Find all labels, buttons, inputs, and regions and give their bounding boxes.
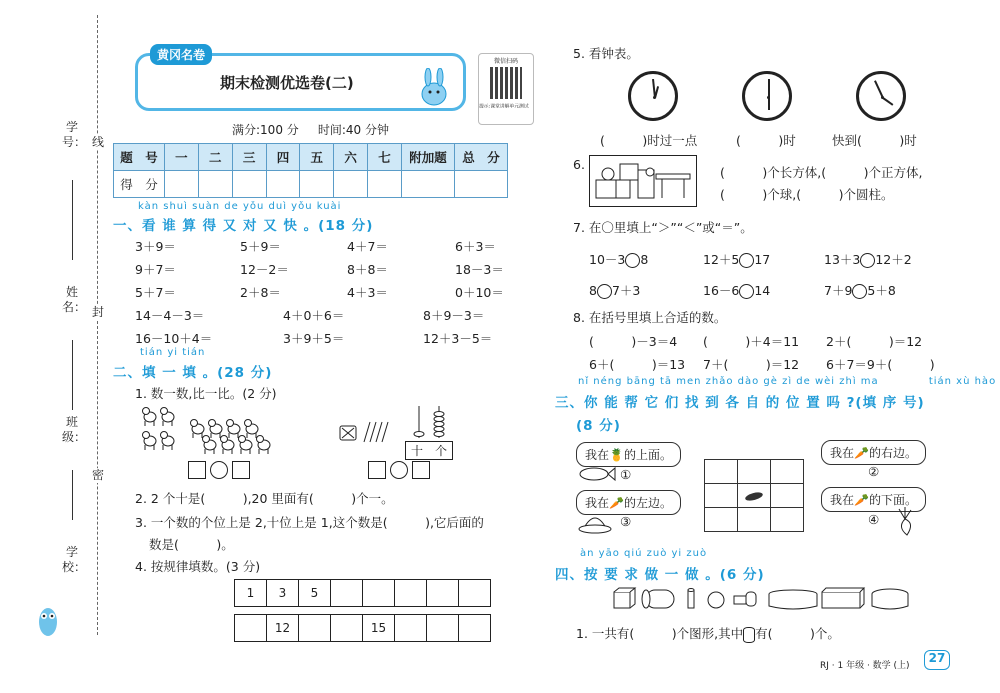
- q8-blank[interactable]: ( )＋4＝11: [703, 334, 800, 349]
- compare-circle[interactable]: [860, 253, 875, 268]
- problem: 3＋9＋5＝: [283, 331, 345, 346]
- problem: 16－10＋4＝: [135, 331, 213, 346]
- clock-icon: [742, 71, 792, 121]
- abacus-label: 十 个: [405, 441, 453, 460]
- s1-title: 一、看 谁 算 得 又 对 又 快 。(18 分): [113, 218, 374, 234]
- clock-answer-2[interactable]: ( )时: [736, 133, 796, 148]
- seq-input-cell[interactable]: [395, 615, 427, 642]
- class-line[interactable]: [72, 470, 73, 520]
- q7-left: 12＋5: [703, 252, 740, 267]
- problem: 0＋10＝: [455, 285, 504, 300]
- s4-pinyin: àn yāo qiú zuò yi zuò: [580, 548, 708, 559]
- seq-input-cell[interactable]: [459, 580, 491, 607]
- problem: 4＋7＝: [347, 239, 388, 254]
- radish-icon: [893, 507, 917, 540]
- problem: 12－2＝: [240, 262, 289, 277]
- score-header-cell: 五: [300, 144, 334, 171]
- clock-icon: [856, 71, 906, 121]
- qr-box: [478, 53, 534, 125]
- brand-logo: 黄冈名卷: [150, 44, 212, 65]
- compare-circle[interactable]: [739, 284, 754, 299]
- seq-input-cell[interactable]: [427, 615, 459, 642]
- q8-blank[interactable]: ( )－3＝4: [589, 334, 678, 349]
- score-input-cell[interactable]: [455, 171, 508, 198]
- seal-char-xian: 线: [88, 135, 108, 150]
- q7-row2c: [824, 281, 896, 299]
- compare-boxes-1[interactable]: [188, 461, 250, 479]
- s4-q1[interactable]: 1. 一共有( )个图形,其中 有( )个。: [576, 626, 840, 641]
- speech-bubble-2: 我在🥕的右边。: [821, 440, 926, 465]
- footer-text: RJ · 1 年级 · 数学 (上): [820, 661, 910, 671]
- s2-q3b: 数是( )。: [149, 537, 234, 552]
- score-input-cell[interactable]: [232, 171, 266, 198]
- s2-q2: 2. 2 个十是( ),20 里面有( )个一。: [135, 491, 394, 506]
- answer-num-3[interactable]: ③: [620, 514, 632, 529]
- score-header-cell: 四: [266, 144, 300, 171]
- score-table: [113, 143, 508, 198]
- class-label: 班 级：: [62, 415, 87, 444]
- q8-blank[interactable]: 6＋7＝9＋( ): [826, 357, 935, 372]
- cylinder-icon: [743, 627, 755, 643]
- speech-bubble-1: 我在🍍的上面。: [576, 442, 681, 467]
- seq-input-cell[interactable]: [395, 580, 427, 607]
- q8-blank[interactable]: 6＋( )＝13: [589, 357, 686, 372]
- seq-cell: 5: [299, 580, 331, 607]
- qr-bottom-label: 提示:课堂讲解单元测试: [479, 103, 529, 110]
- q8-blank[interactable]: 2＋( )＝12: [826, 334, 923, 349]
- dogs-picture: [140, 405, 280, 460]
- score-row-label: 得 分: [114, 171, 165, 198]
- binding-dashed-line: [97, 15, 98, 635]
- seq-cell: 1: [235, 580, 267, 607]
- s3-title: 三、你 能 帮 它 们 找 到 各 自 的 位 置 吗 ?(填 序 号): [555, 395, 925, 411]
- compare-circle[interactable]: [597, 284, 612, 299]
- s2-q3a: 3. 一个数的个位上是 2,十位上是 1,这个数是( ),它后面的: [135, 515, 484, 530]
- q7-left: 8: [589, 283, 597, 298]
- hat-icon: [578, 512, 612, 537]
- problem: 4＋3＝: [347, 285, 388, 300]
- q7-left: 13＋3: [824, 252, 861, 267]
- q7-right: 7＋3: [611, 283, 641, 298]
- clock-answer-3[interactable]: 快到( )时: [832, 133, 917, 148]
- speech-bubble-4: 我在🥕的下面。: [821, 487, 926, 512]
- s1-problems: [135, 237, 515, 352]
- q7-row1b: [703, 250, 770, 268]
- speech-bubble-3: 我在🥕的左边。: [576, 490, 681, 515]
- seq-input-cell[interactable]: [331, 580, 363, 607]
- s1-pinyin: kàn shuì suàn de yǒu duì yǒu kuài: [138, 201, 342, 212]
- seq-cell: 15: [363, 615, 395, 642]
- q8-blank[interactable]: 7＋( )＝12: [703, 357, 800, 372]
- score-input-cell[interactable]: [165, 171, 199, 198]
- score-header-cell: 二: [198, 144, 232, 171]
- clock-answer-1[interactable]: ( )时过一点: [600, 133, 698, 148]
- student-id-label: 学 号：: [62, 120, 87, 149]
- page-number: 27: [924, 650, 950, 670]
- position-grid: [704, 459, 804, 532]
- score-header-cell: 一: [165, 144, 199, 171]
- seq-input-cell[interactable]: [235, 615, 267, 642]
- q7-row1c: [824, 250, 912, 268]
- s2-title: 二、填 一 填 。(28 分): [113, 365, 273, 381]
- q5-title: 5. 看钟表。: [573, 46, 639, 61]
- score-input-cell[interactable]: [334, 171, 368, 198]
- page-title: 期末检测优选卷(二): [220, 74, 354, 92]
- compare-circle[interactable]: [852, 284, 867, 299]
- problem: 6＋3＝: [455, 239, 496, 254]
- sequence-1: [234, 579, 491, 607]
- answer-num-1[interactable]: ①: [620, 467, 632, 482]
- score-input-cell[interactable]: [368, 171, 402, 198]
- compare-circle[interactable]: [739, 253, 754, 268]
- problem: 8＋9－3＝: [423, 308, 485, 323]
- seal-char-feng: 封: [88, 305, 108, 320]
- fish-icon: [576, 466, 616, 485]
- q7-right: 5＋8: [867, 283, 896, 298]
- seq-input-cell[interactable]: [363, 580, 395, 607]
- carrot-icon: 🥕: [609, 496, 624, 510]
- problem: 4＋0＋6＝: [283, 308, 345, 323]
- seq-cell: 12: [267, 615, 299, 642]
- rabbit-icon: [410, 68, 458, 111]
- answer-num-2[interactable]: ②: [868, 464, 880, 479]
- q7-row1: [589, 250, 648, 268]
- score-header-cell: 题 号: [114, 144, 165, 171]
- q7-row2b: [703, 281, 770, 299]
- compare-circle[interactable]: [625, 253, 640, 268]
- sequence-2: [234, 614, 491, 642]
- seq-input-cell[interactable]: [299, 615, 331, 642]
- score-input-cell[interactable]: [300, 171, 334, 198]
- s4-title: 四、按 要 求 做 一 做 。(6 分): [555, 567, 765, 583]
- qr-top-label: 微信扫码: [493, 58, 518, 65]
- seal-char-mi: 密: [88, 468, 108, 483]
- q7-left: 7＋9: [824, 283, 853, 298]
- score-input-cell[interactable]: [402, 171, 455, 198]
- exam-info: 满分:100 分 时间:40 分钟: [232, 123, 389, 137]
- qr-code-icon[interactable]: [490, 67, 522, 99]
- student-id-line[interactable]: [72, 180, 73, 260]
- score-header-cell: 附加题: [402, 144, 455, 171]
- name-label: 姓 名：: [62, 285, 87, 314]
- q6-line1[interactable]: ( )个长方体,( )个正方体,: [720, 165, 923, 180]
- problem: 5＋7＝: [135, 285, 176, 300]
- fruit-icon: 🍍: [609, 448, 624, 462]
- shapes-row: [612, 586, 912, 617]
- q7-right: 14: [754, 283, 771, 298]
- carrot-icon: 🥕: [854, 493, 869, 507]
- score-header-cell: 六: [334, 144, 368, 171]
- score-header-cell: 七: [368, 144, 402, 171]
- q7-title: 7. 在〇里填上“＞”“＜”或“＝”。: [573, 220, 753, 235]
- seq-input-cell[interactable]: [459, 615, 491, 642]
- problem: 5＋9＝: [240, 239, 281, 254]
- q7-right: 17: [754, 252, 771, 267]
- sticks-picture: [338, 420, 398, 449]
- eggplant-icon: [744, 491, 763, 502]
- problem: 9＋7＝: [135, 262, 176, 277]
- s2-q1: 1. 数一数,比一比。(2 分): [135, 386, 277, 401]
- solids-picture: [589, 155, 697, 207]
- s2-q4: 4. 按规律填数。(3 分): [135, 559, 261, 574]
- seq-input-cell[interactable]: [427, 580, 459, 607]
- q7-row2: [589, 281, 640, 299]
- problem: 8＋8＝: [347, 262, 388, 277]
- seq-cell: 3: [267, 580, 299, 607]
- score-input-cell[interactable]: [198, 171, 232, 198]
- problem: 18－3＝: [455, 262, 504, 277]
- problem: 2＋8＝: [240, 285, 281, 300]
- problem: 14－4－3＝: [135, 308, 205, 323]
- problem: 3＋9＝: [135, 239, 176, 254]
- q7-left: 10－3: [589, 252, 626, 267]
- q6-line2[interactable]: ( )个球,( )个圆柱。: [720, 187, 894, 202]
- q7-right: 12＋2: [875, 252, 912, 267]
- score-header-cell: 三: [232, 144, 266, 171]
- name-line[interactable]: [72, 340, 73, 410]
- seq-input-cell[interactable]: [331, 615, 363, 642]
- s2-pinyin: tián yi tián: [140, 347, 206, 358]
- carrot-icon: 🥕: [854, 446, 869, 460]
- clock-icon: [628, 71, 678, 121]
- q7-right: 8: [640, 252, 649, 267]
- q7-left: 16－6: [703, 283, 740, 298]
- compare-boxes-2[interactable]: [368, 461, 430, 479]
- s3-pinyin: nǐ néng bāng tā men zhǎo dào gè zì de wèi zhì ma tián xù hào: [578, 376, 997, 387]
- score-input-cell[interactable]: [266, 171, 300, 198]
- school-label: 学 校：: [62, 545, 87, 574]
- q8-title: 8. 在括号里填上合适的数。: [573, 310, 727, 325]
- problem: 12＋3－5＝: [423, 331, 493, 346]
- mascot-icon: [35, 600, 61, 640]
- answer-num-4[interactable]: ④: [868, 512, 880, 527]
- s3-score: (8 分): [576, 418, 621, 434]
- q6-num: 6.: [573, 157, 585, 172]
- score-header-cell: 总 分: [455, 144, 508, 171]
